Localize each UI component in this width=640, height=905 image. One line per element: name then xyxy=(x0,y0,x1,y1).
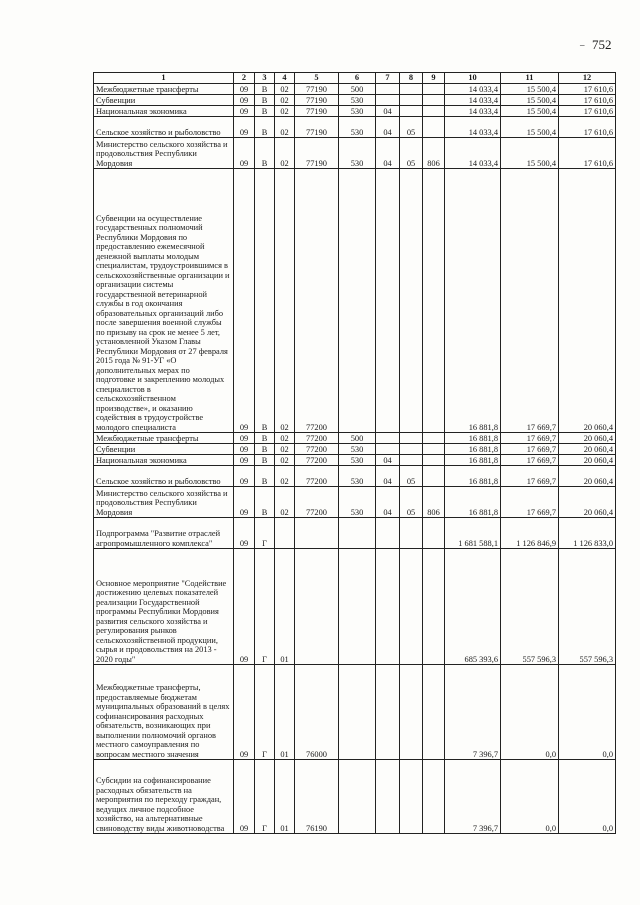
row-cell-3: В xyxy=(255,455,275,466)
row-cell-7 xyxy=(376,95,400,106)
row-cell-2: 09 xyxy=(234,106,255,117)
column-header-10: 10 xyxy=(445,73,501,84)
row-cell-6 xyxy=(339,549,376,665)
row-cell-8: 05 xyxy=(400,487,423,518)
row-cell-5: 77190 xyxy=(295,117,339,138)
row-cell-8: 05 xyxy=(400,466,423,487)
row-cell-6: 500 xyxy=(339,84,376,95)
row-cell-2: 09 xyxy=(234,95,255,106)
row-cell-10: 1 681 588,1 xyxy=(445,518,501,549)
column-header-11: 11 xyxy=(501,73,559,84)
row-cell-11: 15 500,4 xyxy=(501,84,559,95)
table-row xyxy=(94,84,616,95)
row-cell-9 xyxy=(423,433,445,444)
row-cell-7 xyxy=(376,433,400,444)
row-name-cell: Сельское хозяйство и рыболовство xyxy=(94,466,234,487)
row-cell-7: 04 xyxy=(376,466,400,487)
row-cell-3: В xyxy=(255,84,275,95)
row-cell-9 xyxy=(423,518,445,549)
row-cell-11: 17 669,7 xyxy=(501,444,559,455)
row-cell-5 xyxy=(295,549,339,665)
row-cell-4: 02 xyxy=(275,433,295,444)
row-cell-3: В xyxy=(255,138,275,169)
table-row xyxy=(94,444,616,455)
row-cell-10: 16 881,8 xyxy=(445,466,501,487)
row-cell-2: 09 xyxy=(234,117,255,138)
table-row xyxy=(94,138,616,169)
row-cell-12: 0,0 xyxy=(559,665,616,760)
header-row xyxy=(94,73,616,84)
row-name-cell: Министерство сельского хозяйства и продовольствия Республики Мордовия xyxy=(94,138,234,169)
row-cell-5: 77200 xyxy=(295,433,339,444)
row-cell-6: 530 xyxy=(339,455,376,466)
row-cell-11: 1 126 846,9 xyxy=(501,518,559,549)
row-cell-2: 09 xyxy=(234,549,255,665)
row-cell-9: 806 xyxy=(423,487,445,518)
row-cell-2: 09 xyxy=(234,169,255,433)
row-cell-11: 17 669,7 xyxy=(501,466,559,487)
row-name-cell: Субсидии на софинансирование расходных обязательств на мероприятия по переходу граждан, ведущих личное подсобное хозяйство, на альтернативные свиноводству виды животноводства xyxy=(94,760,234,834)
row-cell-7: 04 xyxy=(376,455,400,466)
row-cell-10: 16 881,8 xyxy=(445,169,501,433)
row-cell-11: 17 669,7 xyxy=(501,455,559,466)
table-row xyxy=(94,117,616,138)
column-header-9: 9 xyxy=(423,73,445,84)
row-name-cell: Межбюджетные трансферты xyxy=(94,84,234,95)
row-cell-2: 09 xyxy=(234,138,255,169)
row-cell-4: 02 xyxy=(275,106,295,117)
column-header-4: 4 xyxy=(275,73,295,84)
row-cell-11: 557 596,3 xyxy=(501,549,559,665)
row-name-cell: Субвенции на осуществление государственных полномочий Республики Мордовия по предоставлению ежемесячной денежной выплаты молодым специалистам, трудоустроившимся в сельскохозяйственные организации и организации системы государственной ветеринарной службы в год окончания образовательных организаций либо после завершения военной службы по призыву на срок не менее 5 лет, установленной Указом Главы Республики Мордовия от 27 февраля 2015 года № 91-УГ «О дополнительных мерах по подготовке и закреплению молодых специалистов в сельскохозяйственном производстве», и оказанию содействия в трудоустройстве молодого специалиста xyxy=(94,169,234,433)
row-cell-9 xyxy=(423,117,445,138)
row-cell-2: 09 xyxy=(234,433,255,444)
row-cell-6: 530 xyxy=(339,106,376,117)
row-cell-4: 01 xyxy=(275,665,295,760)
row-cell-7 xyxy=(376,169,400,433)
row-cell-7: 04 xyxy=(376,487,400,518)
row-cell-3: В xyxy=(255,169,275,433)
row-cell-6: 530 xyxy=(339,138,376,169)
row-cell-4: 02 xyxy=(275,138,295,169)
row-cell-11: 0,0 xyxy=(501,665,559,760)
row-cell-2: 09 xyxy=(234,760,255,834)
row-cell-12: 17 610,6 xyxy=(559,138,616,169)
row-cell-10: 16 881,8 xyxy=(445,487,501,518)
row-cell-10: 16 881,8 xyxy=(445,455,501,466)
row-cell-7 xyxy=(376,760,400,834)
row-cell-4: 02 xyxy=(275,84,295,95)
row-cell-12: 17 610,6 xyxy=(559,106,616,117)
row-cell-3: В xyxy=(255,95,275,106)
column-header-2: 2 xyxy=(234,73,255,84)
column-header-8: 8 xyxy=(400,73,423,84)
row-cell-7 xyxy=(376,665,400,760)
row-cell-12: 1 126 833,0 xyxy=(559,518,616,549)
row-cell-6 xyxy=(339,169,376,433)
row-cell-8 xyxy=(400,760,423,834)
table-row xyxy=(94,760,616,834)
row-cell-4: 02 xyxy=(275,169,295,433)
row-cell-7 xyxy=(376,549,400,665)
row-cell-3: В xyxy=(255,117,275,138)
row-cell-12: 0,0 xyxy=(559,760,616,834)
row-cell-8 xyxy=(400,95,423,106)
row-cell-5: 77200 xyxy=(295,466,339,487)
row-cell-10: 14 033,4 xyxy=(445,106,501,117)
row-cell-5: 77190 xyxy=(295,138,339,169)
row-cell-3: В xyxy=(255,466,275,487)
row-cell-11: 15 500,4 xyxy=(501,106,559,117)
row-cell-8 xyxy=(400,455,423,466)
row-cell-6 xyxy=(339,518,376,549)
row-cell-5 xyxy=(295,518,339,549)
row-cell-11: 15 500,4 xyxy=(501,95,559,106)
table-row xyxy=(94,455,616,466)
row-cell-12: 17 610,6 xyxy=(559,117,616,138)
row-cell-11: 17 669,7 xyxy=(501,169,559,433)
row-cell-12: 20 060,4 xyxy=(559,466,616,487)
table-row xyxy=(94,433,616,444)
row-cell-4: 01 xyxy=(275,549,295,665)
row-cell-3: Г xyxy=(255,760,275,834)
row-cell-7: 04 xyxy=(376,117,400,138)
table-body xyxy=(94,84,616,834)
row-cell-2: 09 xyxy=(234,455,255,466)
row-cell-4: 02 xyxy=(275,466,295,487)
row-cell-10: 16 881,8 xyxy=(445,433,501,444)
row-cell-12: 20 060,4 xyxy=(559,455,616,466)
row-cell-4 xyxy=(275,518,295,549)
row-name-cell: Подпрограмма "Развитие отраслей агропромышленного комплекса" xyxy=(94,518,234,549)
row-cell-8 xyxy=(400,444,423,455)
row-cell-8 xyxy=(400,169,423,433)
row-cell-10: 685 393,6 xyxy=(445,549,501,665)
row-cell-12: 17 610,6 xyxy=(559,84,616,95)
row-cell-5: 76000 xyxy=(295,665,339,760)
row-cell-12: 17 610,6 xyxy=(559,95,616,106)
row-cell-9 xyxy=(423,95,445,106)
page-dash: – xyxy=(580,40,585,50)
row-cell-9 xyxy=(423,169,445,433)
row-cell-8 xyxy=(400,549,423,665)
row-name-cell: Национальная экономика xyxy=(94,455,234,466)
table-row xyxy=(94,665,616,760)
table-row xyxy=(94,106,616,117)
table-row xyxy=(94,549,616,665)
row-cell-2: 09 xyxy=(234,444,255,455)
row-cell-12: 557 596,3 xyxy=(559,549,616,665)
column-header-1: 1 xyxy=(94,73,234,84)
row-cell-9 xyxy=(423,665,445,760)
row-name-cell: Национальная экономика xyxy=(94,106,234,117)
table-row xyxy=(94,95,616,106)
column-header-7: 7 xyxy=(376,73,400,84)
row-cell-4: 02 xyxy=(275,455,295,466)
row-cell-11: 0,0 xyxy=(501,760,559,834)
row-cell-5: 77190 xyxy=(295,84,339,95)
row-cell-8 xyxy=(400,665,423,760)
row-cell-7 xyxy=(376,84,400,95)
row-cell-7 xyxy=(376,518,400,549)
row-cell-10: 7 396,7 xyxy=(445,760,501,834)
row-cell-3: В xyxy=(255,444,275,455)
row-name-cell: Сельское хозяйство и рыболовство xyxy=(94,117,234,138)
row-cell-2: 09 xyxy=(234,665,255,760)
row-cell-10: 16 881,8 xyxy=(445,444,501,455)
row-cell-5: 77200 xyxy=(295,455,339,466)
row-cell-6: 530 xyxy=(339,117,376,138)
column-header-12: 12 xyxy=(559,73,616,84)
row-cell-8 xyxy=(400,106,423,117)
row-name-cell: Субвенции xyxy=(94,95,234,106)
row-cell-7: 04 xyxy=(376,106,400,117)
row-cell-4: 02 xyxy=(275,487,295,518)
row-cell-10: 7 396,7 xyxy=(445,665,501,760)
row-cell-9: 806 xyxy=(423,138,445,169)
row-cell-2: 09 xyxy=(234,518,255,549)
column-header-5: 5 xyxy=(295,73,339,84)
row-cell-9 xyxy=(423,760,445,834)
row-cell-5: 77190 xyxy=(295,106,339,117)
row-cell-3: В xyxy=(255,487,275,518)
row-cell-5: 77200 xyxy=(295,169,339,433)
row-cell-3: В xyxy=(255,433,275,444)
row-name-cell: Межбюджетные трансферты xyxy=(94,433,234,444)
row-cell-2: 09 xyxy=(234,466,255,487)
table-row xyxy=(94,169,616,433)
row-cell-11: 17 669,7 xyxy=(501,433,559,444)
row-cell-12: 20 060,4 xyxy=(559,444,616,455)
row-cell-3: Г xyxy=(255,665,275,760)
table-row xyxy=(94,487,616,518)
row-cell-9 xyxy=(423,549,445,665)
row-cell-9 xyxy=(423,444,445,455)
row-cell-6: 530 xyxy=(339,466,376,487)
row-cell-7 xyxy=(376,444,400,455)
row-cell-6: 530 xyxy=(339,95,376,106)
row-name-cell: Министерство сельского хозяйства и продовольствия Республики Мордовия xyxy=(94,487,234,518)
column-header-6: 6 xyxy=(339,73,376,84)
row-cell-12: 20 060,4 xyxy=(559,487,616,518)
row-cell-7: 04 xyxy=(376,138,400,169)
row-cell-10: 14 033,4 xyxy=(445,95,501,106)
row-cell-10: 14 033,4 xyxy=(445,84,501,95)
page-number: 752 xyxy=(592,37,612,52)
row-cell-2: 09 xyxy=(234,84,255,95)
row-cell-5: 77200 xyxy=(295,444,339,455)
row-cell-8: 05 xyxy=(400,117,423,138)
row-cell-6: 530 xyxy=(339,444,376,455)
row-cell-6: 530 xyxy=(339,487,376,518)
row-name-cell: Основное мероприятие "Содействие достижению целевых показателей реализации Государственной программы Республики Мордовия развития сельского хозяйства и регулирования рынков сельскохозяйственной продукции, сырья и продовольствия на 2013 - 2020 годы" xyxy=(94,549,234,665)
budget-table xyxy=(93,72,616,834)
row-name-cell: Межбюджетные трансферты, предоставляемые бюджетам муниципальных образований в целях софинансирования расходных обязательств, возникающих при выполнении полномочий органов местного самоуправления по вопросам местного значения xyxy=(94,665,234,760)
row-cell-10: 14 033,4 xyxy=(445,138,501,169)
row-cell-6 xyxy=(339,760,376,834)
row-cell-6: 500 xyxy=(339,433,376,444)
row-cell-8 xyxy=(400,84,423,95)
row-cell-9 xyxy=(423,455,445,466)
row-cell-5: 77200 xyxy=(295,487,339,518)
row-cell-3: Г xyxy=(255,549,275,665)
row-cell-9 xyxy=(423,84,445,95)
row-cell-8: 05 xyxy=(400,138,423,169)
row-cell-2: 09 xyxy=(234,487,255,518)
row-cell-11: 17 669,7 xyxy=(501,487,559,518)
row-cell-9 xyxy=(423,106,445,117)
row-cell-6 xyxy=(339,665,376,760)
column-header-3: 3 xyxy=(255,73,275,84)
row-name-cell: Субвенции xyxy=(94,444,234,455)
row-cell-11: 15 500,4 xyxy=(501,138,559,169)
row-cell-3: Г xyxy=(255,518,275,549)
row-cell-3: В xyxy=(255,106,275,117)
row-cell-9 xyxy=(423,466,445,487)
row-cell-12: 20 060,4 xyxy=(559,169,616,433)
row-cell-8 xyxy=(400,433,423,444)
row-cell-12: 20 060,4 xyxy=(559,433,616,444)
row-cell-10: 14 033,4 xyxy=(445,117,501,138)
table-row xyxy=(94,466,616,487)
row-cell-5: 76190 xyxy=(295,760,339,834)
row-cell-4: 02 xyxy=(275,444,295,455)
row-cell-4: 02 xyxy=(275,117,295,138)
row-cell-11: 15 500,4 xyxy=(501,117,559,138)
row-cell-8 xyxy=(400,518,423,549)
row-cell-4: 02 xyxy=(275,95,295,106)
row-cell-5: 77190 xyxy=(295,95,339,106)
table-row xyxy=(94,518,616,549)
row-cell-4: 01 xyxy=(275,760,295,834)
